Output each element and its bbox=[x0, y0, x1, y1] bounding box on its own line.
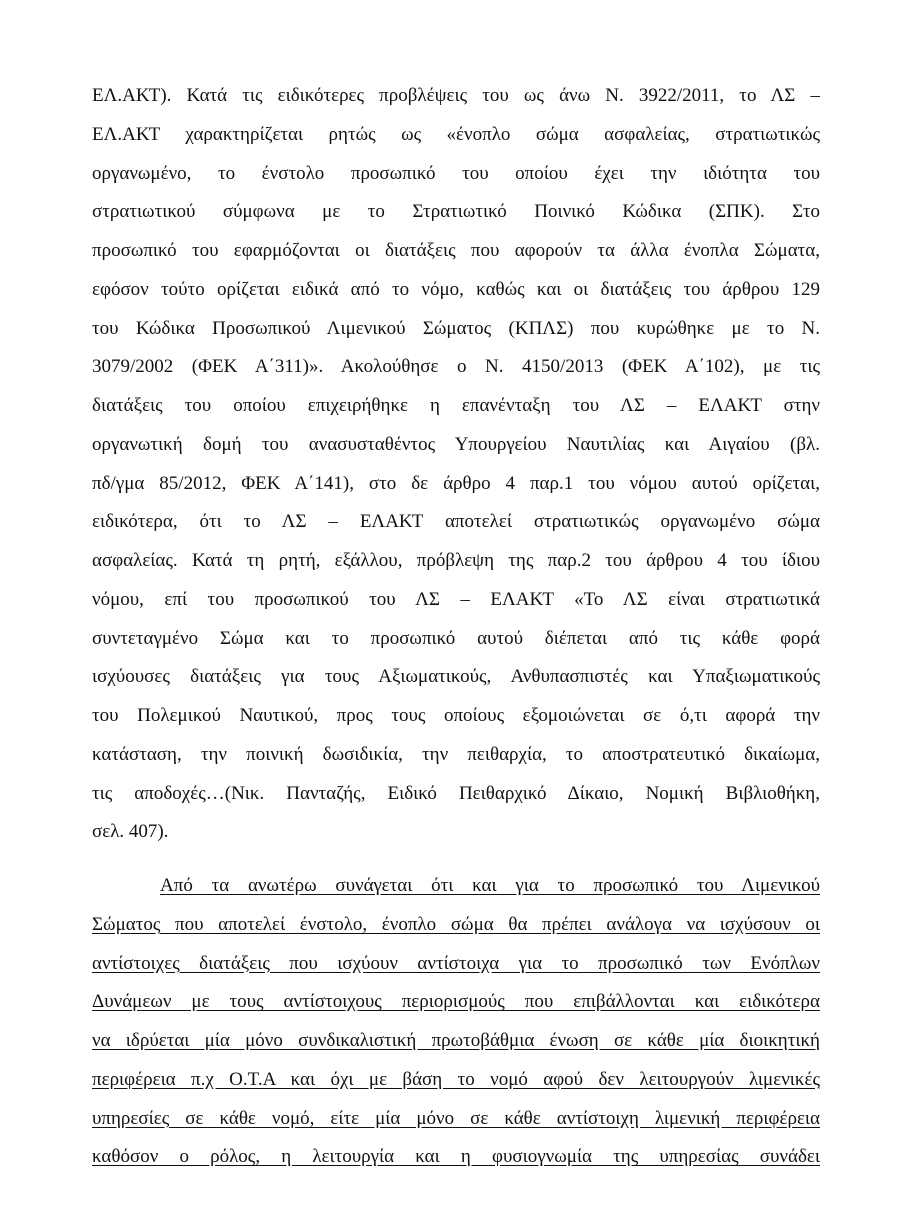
text-line: τις αποδοχές…(Νικ. Πανταζής, Ειδικό Πειθαρχικό Δίκαιο, Νομική Βιβλιοθήκη, bbox=[92, 782, 820, 804]
paragraph-conclusion bbox=[92, 867, 820, 1177]
text-line: υπηρεσίες σε κάθε νομό, είτε μία μόνο σε κάθε αντίστοιχη λιμενική περιφέρεια bbox=[92, 1107, 820, 1129]
text-line: αντίστοιχες διατάξεις που ισχύουν αντίστοιχα για το προσωπικό των Ενόπλων bbox=[92, 952, 820, 974]
paragraph-legal-framework bbox=[92, 77, 820, 852]
text-line: Από τα ανωτέρω συνάγεται ότι και για το προσωπικό του Λιμενικού bbox=[160, 875, 820, 896]
text-line: του Κώδικα Προσωπικού Λιμενικού Σώματος (ΚΠΛΣ) που κυρώθηκε με το Ν. bbox=[92, 317, 820, 339]
text-line: να ιδρύεται μία μόνο συνδικαλιστική πρωτοβάθμια ένωση σε κάθε μία διοικητική bbox=[92, 1030, 820, 1051]
text-line: κατάσταση, την ποινική δωσιδικία, την πειθαρχία, το αποστρατευτικό δικαίωμα, bbox=[92, 743, 820, 765]
text-line: καθόσον ο ρόλος, η λειτουργία και η φυσιογνωμία της υπηρεσίας συνάδει bbox=[92, 1146, 820, 1168]
text-line: οργανωτική δομή του ανασυσταθέντος Υπουργείου Ναυτιλίας και Αιγαίου (βλ. bbox=[92, 433, 820, 455]
text-line: διατάξεις του οποίου επιχειρήθηκε η επανένταξη του ΛΣ – ΕΛΑΚΤ στην bbox=[92, 395, 820, 416]
text-line: συντεταγμένο Σώμα και το προσωπικό αυτού διέπεται από τις κάθε φορά bbox=[92, 627, 820, 649]
text-line: ισχύουσες διατάξεις για τους Αξιωματικούς, Ανθυπασπιστές και Υπαξιωματικούς bbox=[92, 666, 820, 688]
text-line: πδ/γμα 85/2012, ΦΕΚ Α΄141), στο δε άρθρο 4 παρ.1 του νόμου αυτού ορίζεται, bbox=[92, 472, 820, 494]
text-line: Σώματος που αποτελεί ένστολο, ένοπλο σώμα θα πρέπει ανάλογα να ισχύσουν οι bbox=[92, 913, 820, 935]
text-line: ειδικότερα, ότι το ΛΣ – ΕΛΑΚΤ αποτελεί στρατιωτικώς οργανωμένο σώμα bbox=[92, 511, 820, 533]
text-line: ΕΛ.ΑΚΤ). Κατά τις ειδικότερες προβλέψεις του ως άνω Ν. 3922/2011, το ΛΣ – bbox=[92, 85, 820, 106]
text-line: ασφαλείας. Κατά τη ρητή, εξάλλου, πρόβλεψη της παρ.2 του άρθρου 4 του ίδιου bbox=[92, 550, 820, 571]
text-line: του Πολεμικού Ναυτικού, προς τους οποίους εξομοιώνεται σε ό,τι αφορά την bbox=[92, 705, 820, 726]
text-line: οργανωμένο, το ένστολο προσωπικό του οποίου έχει την ιδιότητα του bbox=[92, 162, 820, 184]
text-line: ΕΛ.ΑΚΤ χαρακτηρίζεται ρητώς ως «ένοπλο σώμα ασφαλείας, στρατιωτικώς bbox=[92, 123, 820, 145]
text-line: σελ. 407). bbox=[92, 821, 169, 843]
text-line: 3079/2002 (ΦΕΚ Α΄311)». Ακολούθησε ο Ν. 4150/2013 (ΦΕΚ Α΄102), με τις bbox=[92, 356, 820, 378]
text-line: εφόσον τούτο ορίζεται ειδικά από το νόμο, καθώς και οι διατάξεις του άρθρου 129 bbox=[92, 278, 820, 300]
text-line: περιφέρεια π.χ Ο.Τ.Α και όχι με βάση το νομό αφού δεν λειτουργούν λιμενικές bbox=[92, 1068, 820, 1090]
text-line: νόμου, επί του προσωπικού του ΛΣ – ΕΛΑΚΤ «Το ΛΣ είναι στρατιωτικά bbox=[92, 588, 820, 610]
text-line: Δυνάμεων με τους αντίστοιχους περιορισμούς που επιβάλλονται και ειδικότερα bbox=[92, 991, 820, 1013]
text-line: προσωπικό του εφαρμόζονται οι διατάξεις που αφορούν τα άλλα ένοπλα Σώματα, bbox=[92, 240, 820, 261]
text-line: στρατιωτικού σύμφωνα με το Στρατιωτικό Ποινικό Κώδικα (ΣΠΚ). Στο bbox=[92, 201, 820, 223]
